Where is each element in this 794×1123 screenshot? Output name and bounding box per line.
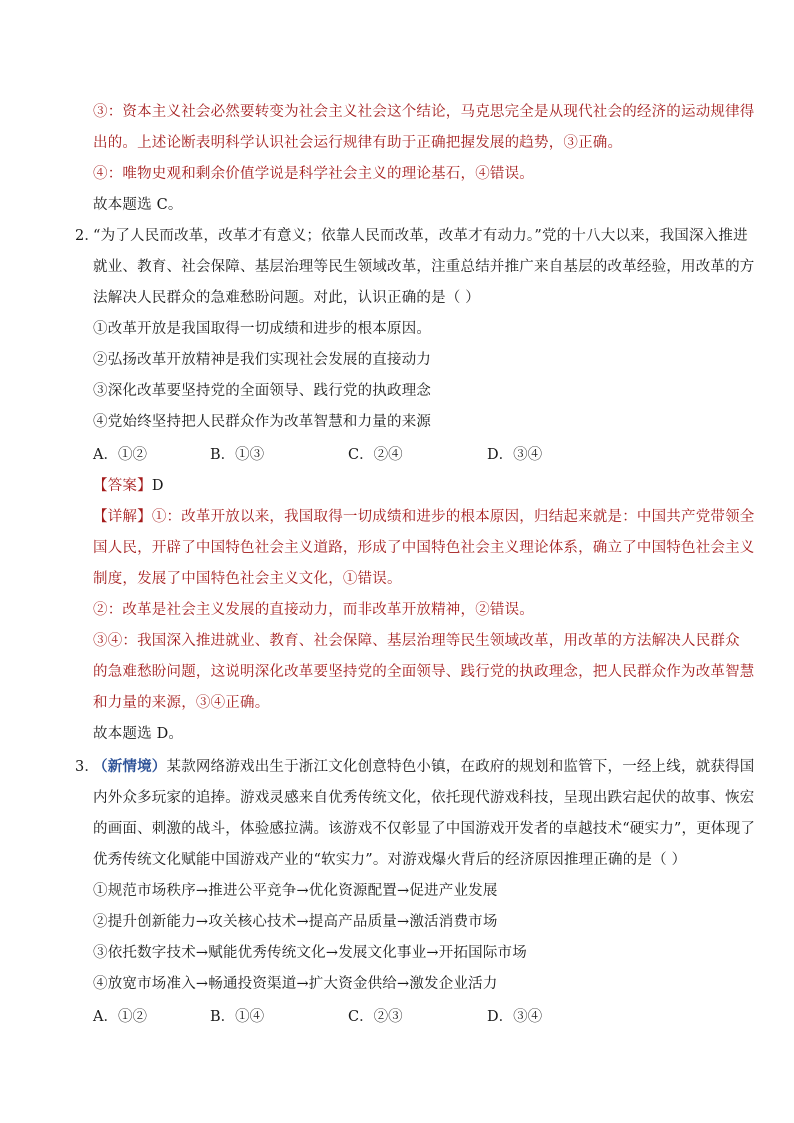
q3-statement-4: ④放宽市场准入→畅通投资渠道→扩大资金供给→激发企业活力 xyxy=(93,976,498,992)
q2-conclusion: 故本题选 D。 xyxy=(93,726,184,742)
q2-statement-4: ④党始终坚持把人民群众作为改革智慧和力量的来源 xyxy=(93,414,432,430)
q2-answer xyxy=(93,476,164,496)
q3-number: 3． xyxy=(75,759,100,775)
q2-detail-p34-line2: 的急难愁盼问题，这说明深化改革要坚持党的全面领导、践行党的执政理念，把人民群众作为改革智慧 xyxy=(93,664,755,680)
q2-detail-line3: 制度，发展了中国特色社会主义文化，①错误。 xyxy=(93,571,402,587)
q2-statement-1: ①改革开放是我国取得一切成绩和进步的根本原因。 xyxy=(93,321,432,337)
q2-number: 2． xyxy=(75,228,100,244)
q2-option-c: C．②④ xyxy=(348,447,403,463)
q2-answer-label: 【答案】 xyxy=(93,478,152,494)
q2-detail-p34-line3: 和力量的来源，③④正确。 xyxy=(93,695,270,711)
q2-detail-p2: ②：改革是社会主义发展的直接动力，而非改革开放精神，②错误。 xyxy=(93,602,534,618)
q2-option-d: D．③④ xyxy=(487,447,543,463)
prev-conclusion: 故本题选 C。 xyxy=(93,197,183,213)
q3-option-b: B．①④ xyxy=(210,1009,265,1025)
q2-answer-value: D xyxy=(151,478,164,494)
q3-tag: （新情境） xyxy=(93,758,167,775)
q2-detail-label: 【详解】 xyxy=(93,509,152,525)
q3-statement-2: ②提升创新能力→攻关核心技术→提高产品质量→激活消费市场 xyxy=(93,914,498,930)
q2-detail-line1-text: ①：改革开放以来，我国取得一切成绩和进步的根本原因，归结起来就是：中国共产党带领全 xyxy=(151,509,755,525)
q2-stem-line3: 法解决人民群众的急难愁盼问题。对此，认识正确的是（ ） xyxy=(93,290,481,306)
q3-stem-line1-text: 某款网络游戏出生于浙江文化创意特色小镇，在政府的规划和监管下，一经上线，就获得国 xyxy=(166,759,755,775)
q3-statement-3: ③依托数字技术→赋能优秀传统文化→发展文化事业→开拓国际市场 xyxy=(93,945,527,961)
q2-detail-line1 xyxy=(93,507,755,527)
q2-detail-p34-line1: ③④：我国深入推进就业、教育、社会保障、基层治理等民生领域改革，用改革的方法解决人民群众 xyxy=(93,633,740,649)
prev-explanation-p4: ④：唯物史观和剩余价值学说是科学社会主义的理论基石，④错误。 xyxy=(93,166,534,182)
prev-explanation-p3-line2: 出的。上述论断表明科学认识社会运行规律有助于正确把握发展的趋势，③正确。 xyxy=(93,135,623,151)
q2-detail-line2: 国人民，开辟了中国特色社会主义道路，形成了中国特色社会主义理论体系，确立了中国特色社会主义 xyxy=(93,540,755,556)
q3-option-d: D．③④ xyxy=(487,1009,543,1025)
q3-stem-line3: 的画面、刺激的战斗，体验感拉满。该游戏不仅彰显了中国游戏开发者的卓越技术“硬实力”，更体现了 xyxy=(93,821,756,837)
q3-option-c: C．②③ xyxy=(348,1009,403,1025)
q2-option-b: B．①③ xyxy=(210,447,265,463)
q3-stem-line4: 优秀传统文化赋能中国游戏产业的“软实力”。对游戏爆火背后的经济原因推理正确的是（ ） xyxy=(93,852,687,868)
q3-stem-line1 xyxy=(93,757,755,777)
q3-statement-1: ①规范市场秩序→推进公平竞争→优化资源配置→促进产业发展 xyxy=(93,883,498,899)
q3-option-a: A．①② xyxy=(93,1009,147,1025)
q2-statement-2: ②弘扬改革开放精神是我们实现社会发展的直接动力 xyxy=(93,352,432,368)
q2-stem-line2: 就业、教育、社会保障、基层治理等民生领域改革，注重总结并推广来自基层的改革经验，用改革的方 xyxy=(93,259,755,275)
q2-statement-3: ③深化改革要坚持党的全面领导、践行党的执政理念 xyxy=(93,383,432,399)
prev-explanation-p3-line1: ③：资本主义社会必然要转变为社会主义社会这个结论，马克思完全是从现代社会的经济的运动规律得 xyxy=(93,104,755,120)
q3-stem-line2: 内外众多玩家的追捧。游戏灵感来自优秀传统文化，依托现代游戏科技，呈现出跌宕起伏的故事、恢宏 xyxy=(93,790,755,806)
q2-option-a: A．①② xyxy=(93,447,147,463)
q2-stem-line1: “为了人民而改革，改革才有意义；依靠人民而改革，改革才有动力。”党的十八大以来，我国深入推进 xyxy=(93,228,748,244)
